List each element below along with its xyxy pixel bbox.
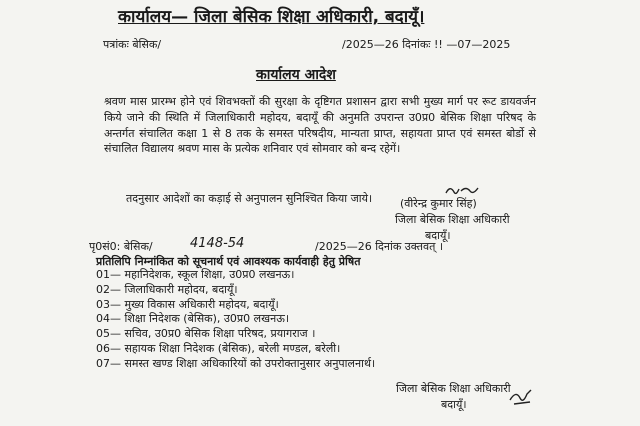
letter-date: /2025—26 दिनांकः !! —07—2025 [342,38,511,51]
signature-block-top [395,196,620,244]
list-item: 03— मुख्य विकास अधिकारी महोदय, बदायूँ। [96,297,279,311]
officer-designation: जिला बेसिक शिक्षा अधिकारी [395,213,510,226]
list-item: 01— महानिदेशक, स्कूल शिक्षा, उ0प्र0 लखनऊ। [96,268,295,281]
list-item: 06— सहायक शिक्षा निदेशक (बेसिक), बरेली मण्डल, बरेली। [96,341,341,355]
bottom-designation: जिला बेसिक शिक्षा अधिकारी [396,382,511,395]
list-item: 05— सचिव, उ0प्र0 बेसिक शिक्षा परिषद, प्रयागराज । [96,327,316,341]
officer-place: बदायूँ। [425,229,451,242]
signature-block-bottom [396,381,511,413]
copy-ref-date: /2025—26 दिनांक उक्तवत् । [315,240,444,253]
copy-ref-number: पृ0सं0: बेसिक/ [89,240,153,253]
list-item: 04— शिक्षा निदेशक (बेसिक), उ0प्र0 लखनऊ। [96,312,290,326]
compliance-line: तदनुसार आदेशों का कड़ाई से अनुपालन सुनिश्चित किया जाये। [126,192,373,205]
order-heading: कार्यालय आदेश [256,67,336,83]
list-item: 07— समस्त खण्ड शिक्षा अधिकारियों को उपरोक्तानुसार अनुपालनार्थ। [96,356,376,370]
letter-number: पत्रांकः बेसिक/ [103,38,162,51]
order-paragraph: श्रवण मास प्रारम्भ होने एवं शिवभक्तों की सुरक्षा के दृष्टिगत प्रशासन द्वारा सभी मुख्य मार्ग पर रूट डायवर्जन किये जाने की स्थिति में जिलाधिकारी महोदय, बदायूँ की अनुमति उपरान्त उ0प्र0 बेसिक शिक्षा परिषद के अन्तर्गत संचालित कक्षा 1 से 8 तक के समस्त परिषदीय, मान्यता प्राप्त, सहायता प्राप्त एवं समस्त बोर्डो से संचालित विद्यालय श्रवण मास के प्रत्येक शनिवार एवं सोमवार को बन्द रहेगें। [104,95,536,156]
officer-name: (वीरेन्द्र कुमार सिंह) [400,197,477,210]
recipient-list [96,268,375,372]
office-title: कार्यालय— जिला बेसिक शिक्षा अधिकारी, बदायूँ। [118,7,425,27]
list-item: 02— जिलाधिकारी महोदय, बदायूँ। [96,282,238,296]
bottom-place: बदायूँ। [441,398,467,411]
copy-intro: प्रतिलिपि निम्नांकित को सूचनार्थ एवं आवश्यक कार्यवाही हेतु प्रेषित [96,255,361,268]
signature-scribble-icon [508,386,534,408]
copy-ref-handwritten: 4148-54 [190,236,245,251]
